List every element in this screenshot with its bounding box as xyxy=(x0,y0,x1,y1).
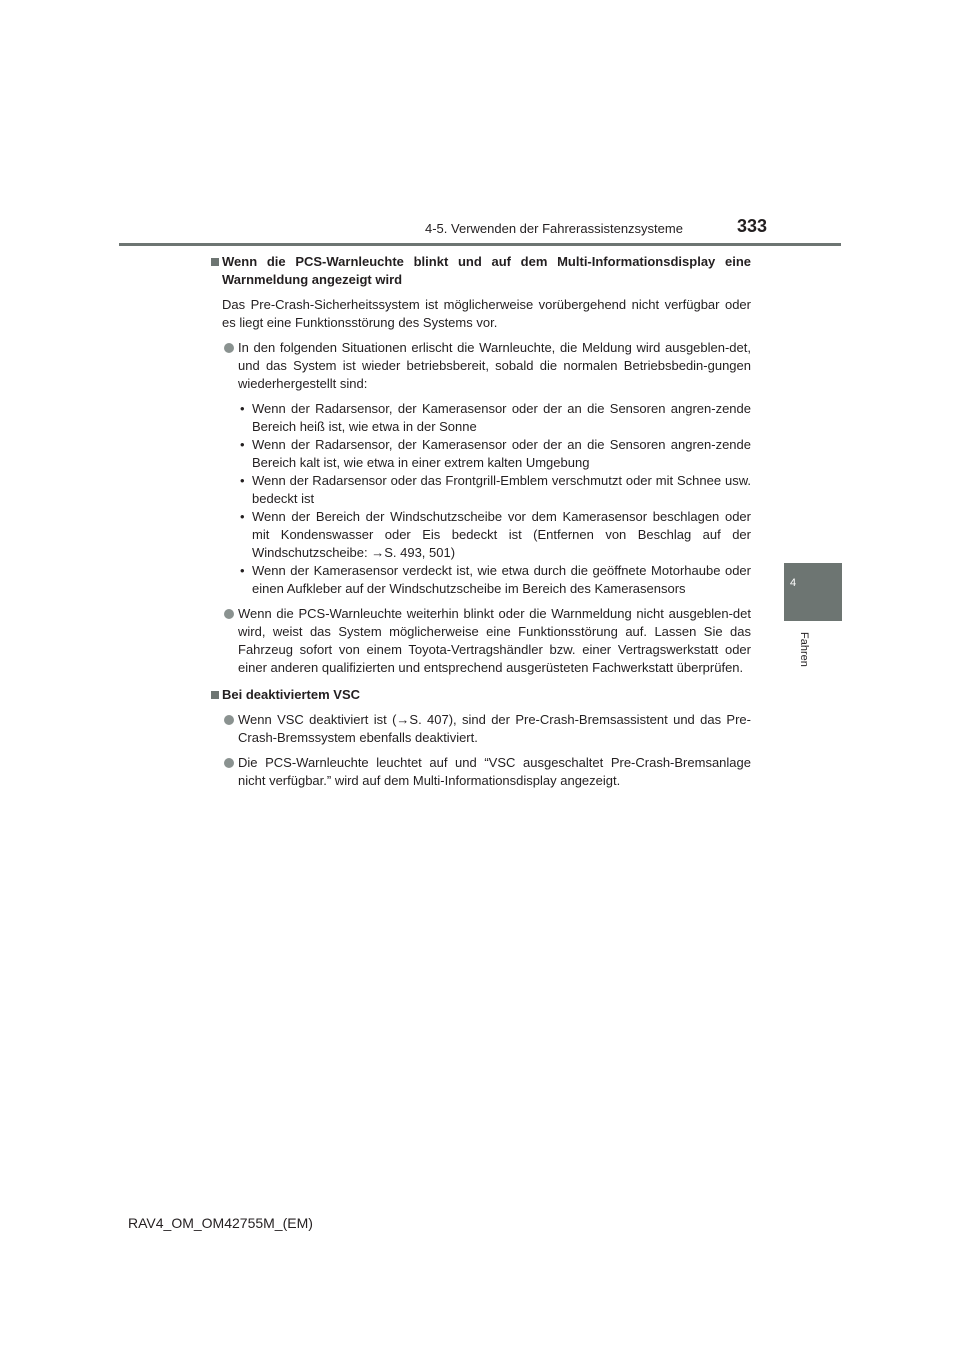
sub-list-item xyxy=(209,508,751,562)
intro-paragraph: Das Pre-Crash-Sicherheitssystem ist möglicherweise vorübergehend nicht verfügbar oder es liegt eine Funktionsstörung des Systems vor. xyxy=(222,297,751,330)
header-section-title: 4-5. Verwenden der Fahrerassistenzsysteme xyxy=(425,221,683,236)
list-item-text: In den folgenden Situationen erlischt die Warnleuchte, die Meldung wird ausgeblen-det, und das System ist wieder betriebsbereit, sobald die normalen Betriebsbedin-gungen wiederhergestellt sind: xyxy=(238,340,751,391)
sub-list xyxy=(209,400,751,598)
page-number: 333 xyxy=(737,216,768,236)
sub-list-item-text: Wenn der Radarsensor, der Kamerasensor oder der an die Sensoren angren-zende Bereich kalt ist, wie etwa in einer extrem kalten Umgebung xyxy=(252,437,751,470)
square-bullet-icon xyxy=(211,691,219,699)
section-heading xyxy=(209,253,751,289)
square-bullet-icon xyxy=(211,258,219,266)
dot-bullet-icon: • xyxy=(240,401,245,416)
dot-bullet-icon: • xyxy=(240,563,245,578)
sub-list-item xyxy=(209,400,751,436)
sub-list-item-text: Wenn der Radarsensor, der Kamerasensor oder der an die Sensoren angren-zende Bereich heiß ist, wie etwa in der Sonne xyxy=(252,401,751,434)
section-heading-text: Wenn die PCS-Warnleuchte blinkt und auf dem Multi-Informationsdisplay eine Warnmeldung angezeigt wird xyxy=(222,254,751,287)
circle-bullet-icon xyxy=(224,758,234,768)
sub-list-item-text: Wenn der Kamerasensor verdeckt ist, wie etwa durch die geöffnete Motorhaube oder einen Aufkleber auf der Windschutzscheibe im Bereich des Kamerasensors xyxy=(252,563,751,596)
sub-list-item xyxy=(209,472,751,508)
list-item xyxy=(209,339,751,393)
sub-list-item-text: Wenn der Bereich der Windschutzscheibe vor dem Kamerasensor beschlagen oder mit Kondenswasser oder Eis bedeckt ist (Entfernen von Beschlag auf der Windschutzscheibe: →S. 493, 501) xyxy=(252,509,751,560)
section-heading xyxy=(209,686,751,704)
circle-bullet-icon xyxy=(224,609,234,619)
circle-bullet-icon xyxy=(224,715,234,725)
chapter-label: Fahren xyxy=(798,632,810,667)
sub-list-item-text: Wenn der Radarsensor oder das Frontgrill-Emblem verschmutzt oder mit Schnee usw. bedeckt ist xyxy=(252,473,751,506)
section-heading-text: Bei deaktiviertem VSC xyxy=(222,687,361,702)
dot-bullet-icon: • xyxy=(240,509,245,524)
dot-bullet-icon: • xyxy=(240,473,245,488)
list-item-text: Wenn VSC deaktiviert ist (→S. 407), sind der Pre-Crash-Bremsassistent und das Pre-Crash-Bremssystem ebenfalls deaktiviert. xyxy=(238,712,751,745)
chapter-tab xyxy=(784,563,842,621)
list-item xyxy=(209,605,751,677)
page-content xyxy=(209,253,751,797)
list-item-text: Wenn die PCS-Warnleuchte weiterhin blinkt oder die Warnmeldung nicht ausgeblen-det wird, weist das System möglicherweise eine Funktionsstörung auf. Lassen Sie das Fahrzeug sofort von einem Toyota-Vertragshändler bzw. einer Vertragswerkstatt oder einer anderen qualifizierten und entsprechend ausgerüsteten Fachwerkstatt überprüfen. xyxy=(238,606,751,675)
circle-bullet-icon xyxy=(224,343,234,353)
sub-list-item xyxy=(209,562,751,598)
list-item xyxy=(209,711,751,747)
chapter-number: 4 xyxy=(789,577,797,589)
dot-bullet-icon: • xyxy=(240,437,245,452)
document-code: RAV4_OM_OM42755M_(EM) xyxy=(128,1215,313,1231)
header-divider xyxy=(119,243,841,246)
list-item xyxy=(209,754,751,790)
sub-list-item xyxy=(209,436,751,472)
list-item-text: Die PCS-Warnleuchte leuchtet auf und “VSC ausgeschaltet Pre-Crash-Bremsanlage nicht verfügbar.” wird auf dem Multi-Informationsdisplay angezeigt. xyxy=(238,755,751,788)
